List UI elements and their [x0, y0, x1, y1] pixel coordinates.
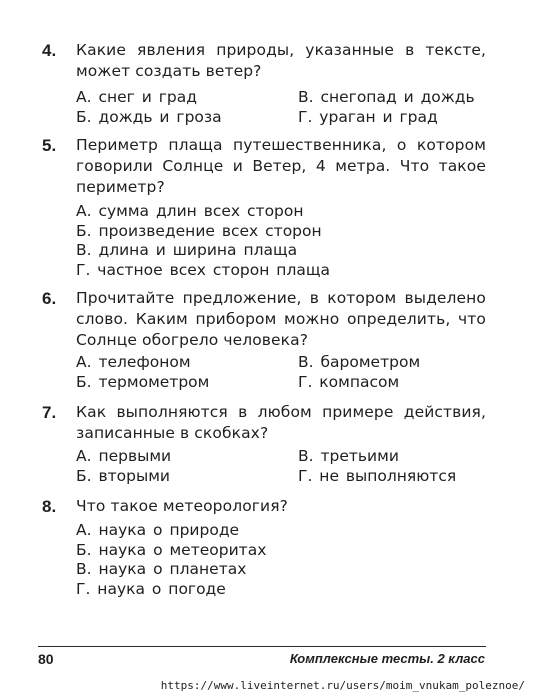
option-a: А. первыми — [76, 447, 172, 465]
question-number: 6. — [42, 289, 57, 308]
book-title: Комплексные тесты. 2 класс — [289, 651, 485, 666]
question-number: 4. — [42, 41, 57, 60]
option-g: Г. компасом — [298, 373, 400, 391]
question-text: Как выполняются в любом примере действия, записанные в скобках? — [76, 403, 486, 442]
option-a: А. снег и град — [76, 88, 197, 106]
option-v: В. длина и ширина плаща — [76, 241, 298, 259]
option-v: В. снегопад и дождь — [298, 88, 475, 106]
option-b: Б. вторыми — [76, 467, 170, 485]
option-g: Г. частное всех сторон плаща — [76, 261, 330, 279]
option-g: Г. не выполняются — [298, 467, 457, 485]
option-g: Г. наука о погоде — [76, 580, 226, 598]
question-number: 7. — [42, 403, 57, 422]
option-v: В. наука о планетах — [76, 560, 247, 578]
question-text: Что такое метеорология? — [76, 497, 288, 515]
option-a: А. телефоном — [76, 353, 191, 371]
question-text: Какие явления природы, указанные в тексте, может создать ветер? — [76, 41, 486, 80]
page-number: 80 — [38, 651, 54, 667]
option-b: Б. термометром — [76, 373, 210, 391]
option-v: В. третьими — [298, 447, 399, 465]
footer-divider — [38, 646, 486, 647]
option-a: А. наука о природе — [76, 521, 240, 539]
option-a: А. сумма длин всех сторон — [76, 202, 304, 220]
option-b: Б. произведение всех сторон — [76, 222, 322, 240]
source-url: https://www.liveinternet.ru/users/moim_vnukam_poleznoe/ — [160, 679, 525, 692]
question-text: Периметр плаща путешественника, о котором говорили Солнце и Ветер, 4 метра. Что такое периметр? — [76, 136, 486, 196]
question-number: 8. — [42, 497, 57, 516]
option-b: Б. наука о метеоритах — [76, 541, 267, 559]
question-text: Прочитайте предложение, в котором выделено слово. Каким прибором можно определить, что Солнце обогрело человека? — [76, 289, 486, 349]
question-number: 5. — [42, 136, 57, 155]
option-g: Г. ураган и град — [298, 108, 438, 126]
option-b: Б. дождь и гроза — [76, 108, 222, 126]
option-v: В. барометром — [298, 353, 421, 371]
